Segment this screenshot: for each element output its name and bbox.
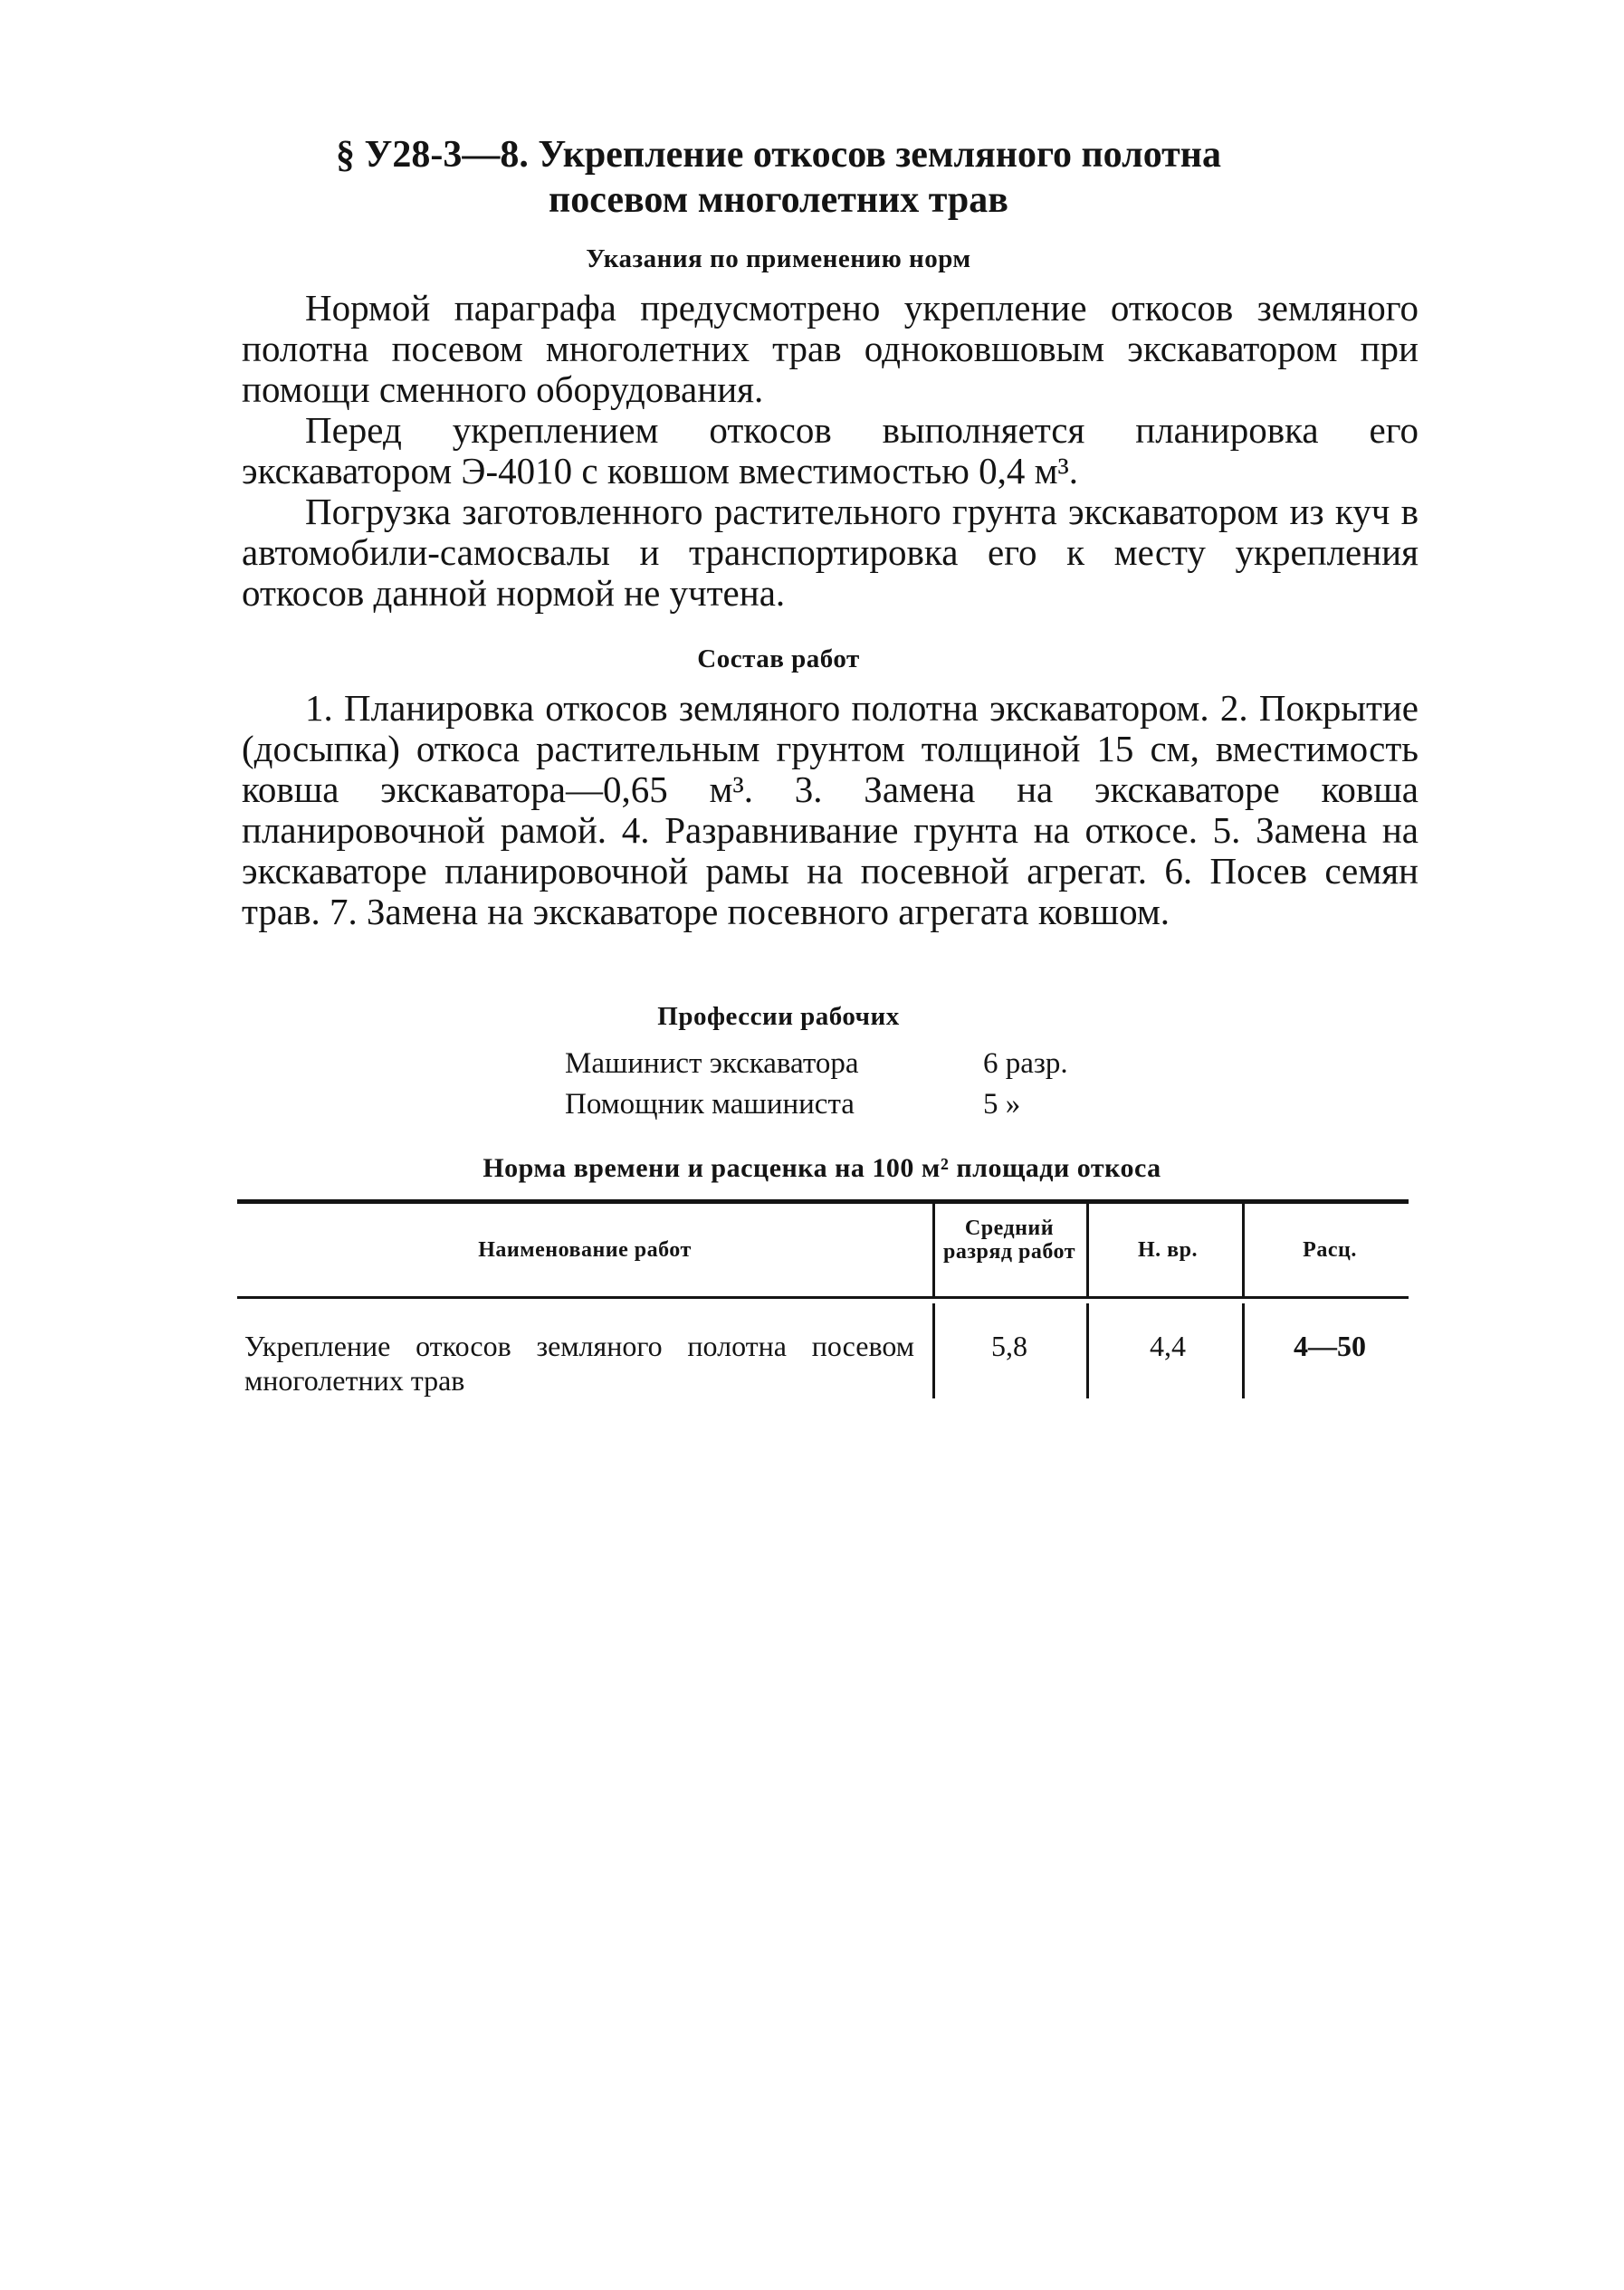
- row-time-norm: 4,4: [1150, 1330, 1186, 1362]
- table-header-rule: [237, 1296, 1409, 1299]
- table-divider: [932, 1204, 935, 1296]
- header-work-name: Наименование работ: [478, 1238, 692, 1262]
- paragraph-1: Нормой параграфа предусмотрено укрепление откосов земляного полотна посевом многолетних трав одноковшовым экскаватором при помощи сменного оборудования.: [242, 287, 1419, 410]
- instructions-heading: Указания по применению норм: [586, 244, 971, 273]
- work-composition-heading: Состав работ: [697, 644, 860, 673]
- row-work-name: Укрепление откосов земляного полотна посевом многолетних трав: [244, 1330, 914, 1397]
- profession-grade-1: 6 разр.: [983, 1047, 1068, 1080]
- header-average-grade: Средний разряд работ: [943, 1217, 1075, 1264]
- row-average-grade: 5,8: [991, 1330, 1027, 1362]
- row-price: 4—50: [1294, 1330, 1366, 1362]
- professions-heading: Профессии рабочих: [657, 1002, 900, 1031]
- table-divider: [1086, 1303, 1089, 1398]
- paragraph-2: Перед укреплением откосов выполняется планировка его экскаватором Э-4010 с ковшом вместимостью 0,4 м³.: [242, 409, 1419, 491]
- table-divider: [932, 1303, 935, 1398]
- table-divider: [1242, 1204, 1245, 1296]
- table-title: Норма времени и расценка на 100 м² площади откоса: [482, 1153, 1161, 1183]
- header-price: Расц.: [1303, 1238, 1357, 1262]
- profession-name-1: Машинист экскаватора: [565, 1047, 859, 1080]
- header-time-norm: Н. вр.: [1138, 1238, 1198, 1262]
- profession-grade-2: 5 »: [983, 1088, 1021, 1121]
- table-divider: [1242, 1303, 1245, 1398]
- profession-name-2: Помощник машиниста: [565, 1088, 855, 1121]
- table-top-rule: [237, 1199, 1409, 1204]
- section-title-line-2: посевом многолетних трав: [549, 179, 1008, 221]
- section-title-line-1: § У28-3—8. Укрепление откосов земляного полотна: [336, 134, 1221, 176]
- work-composition-text: 1. Планировка откосов земляного полотна экскаватором. 2. Покрытие (досыпка) откоса растительным грунтом толщиной 15 см, вместимость ковша экскаватора—0,65 м³. 3. Замена на экскаваторе ковша планировочной рамой. 4. Разравнивание грунта на откосе. 5. Замена на экскаваторе планировочной рамы на посевной агрегат. 6. Посев семян трав. 7. Замена на экскаваторе посевного агрегата ковшом.: [242, 687, 1419, 932]
- paragraph-3: Погрузка заготовленного растительного грунта экскаватором из куч в автомобили-самосвалы и транспортировка его к месту укрепления откосов данной нормой не учтена.: [242, 491, 1419, 614]
- table-divider: [1086, 1204, 1089, 1296]
